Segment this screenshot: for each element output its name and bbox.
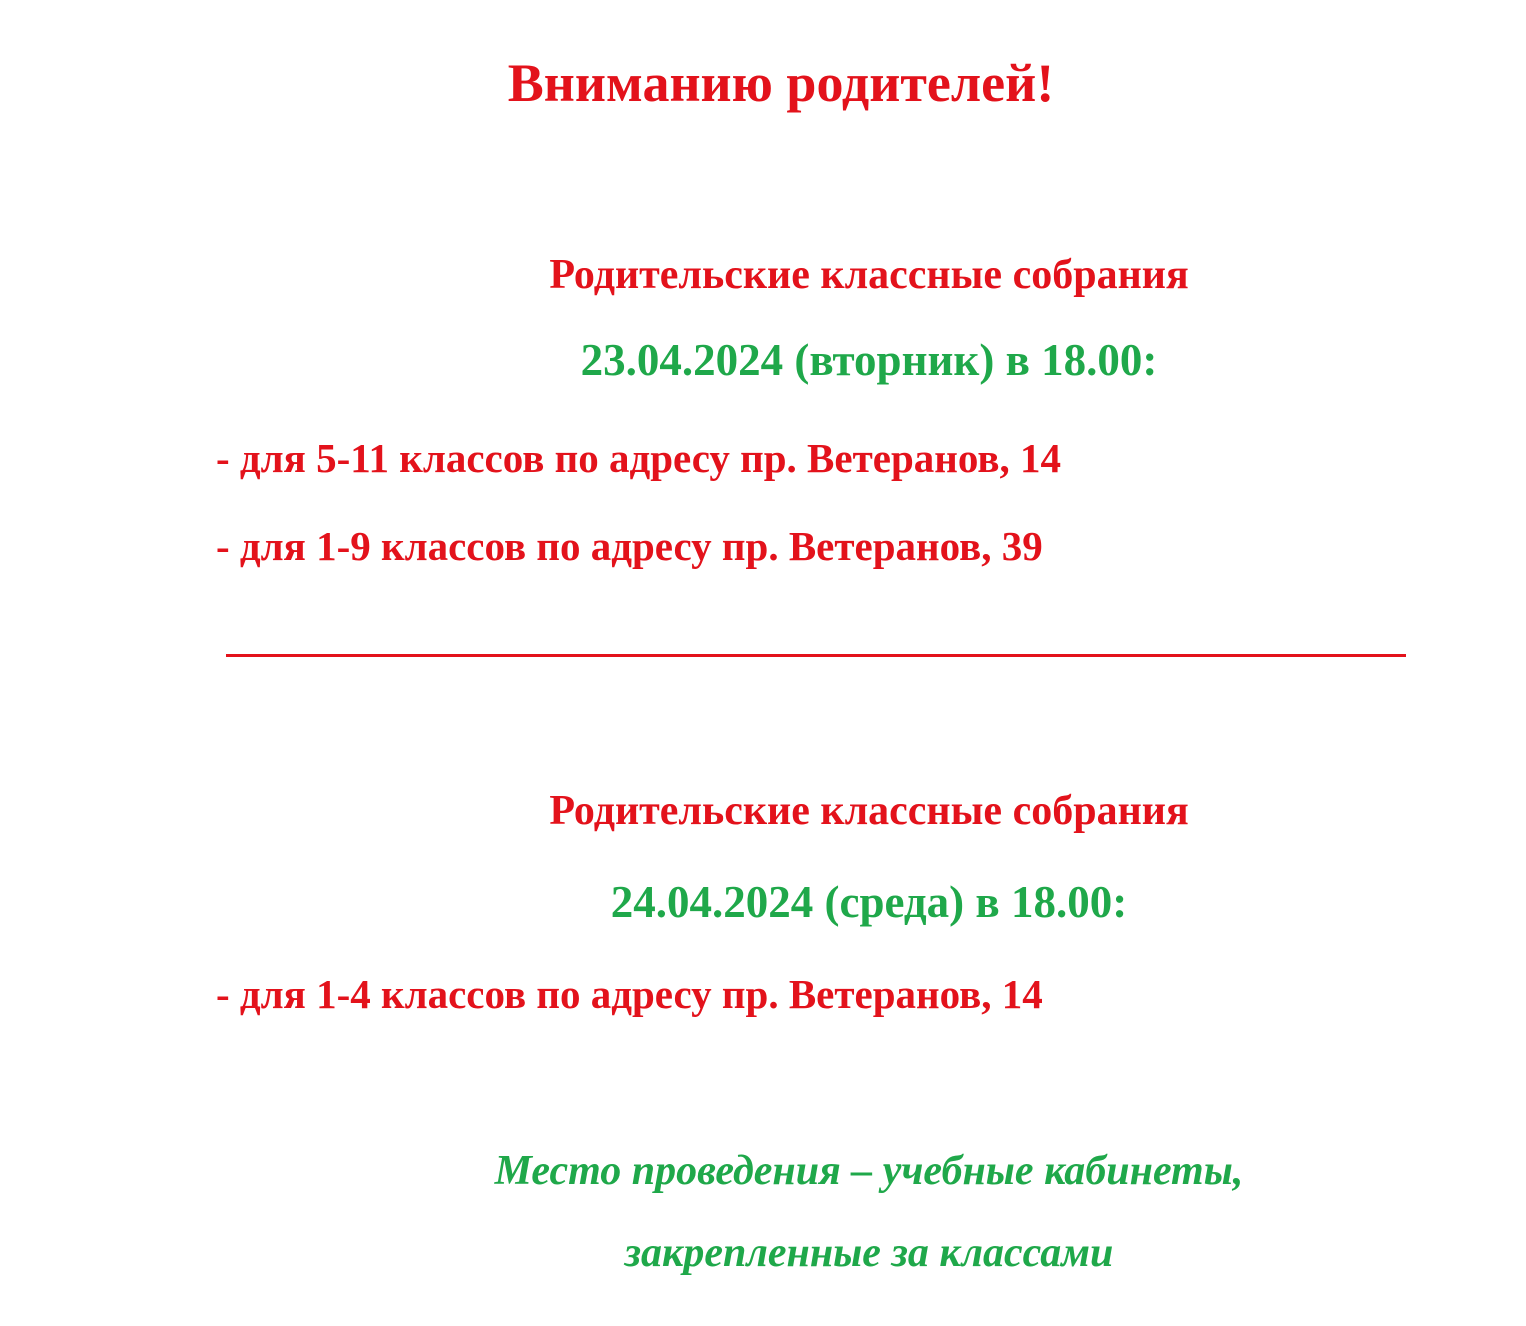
meeting-1-date: 23.04.2024 (вторник) в 18.00:: [580, 335, 1158, 385]
meeting-1-heading: Родительские классные собрания: [549, 252, 1189, 298]
section-divider: [226, 654, 1406, 657]
venue-note-line-2: закрепленные за классами: [624, 1230, 1114, 1276]
meeting-2-heading: Родительские классные собрания: [549, 788, 1189, 834]
meeting-1-item-2: - для 1-9 классов по адресу пр. Ветеранов, 39: [216, 523, 1043, 569]
meeting-2-item-1: - для 1-4 классов по адресу пр. Ветеранов, 14: [216, 971, 1043, 1017]
meeting-2-date: 24.04.2024 (среда) в 18.00:: [610, 877, 1128, 927]
venue-note-line-1: Место проведения – учебные кабинеты,: [494, 1148, 1244, 1194]
meeting-1-item-1: - для 5-11 классов по адресу пр. Ветеранов, 14: [216, 435, 1061, 481]
page-title: Вниманию родителей!: [507, 53, 1055, 113]
